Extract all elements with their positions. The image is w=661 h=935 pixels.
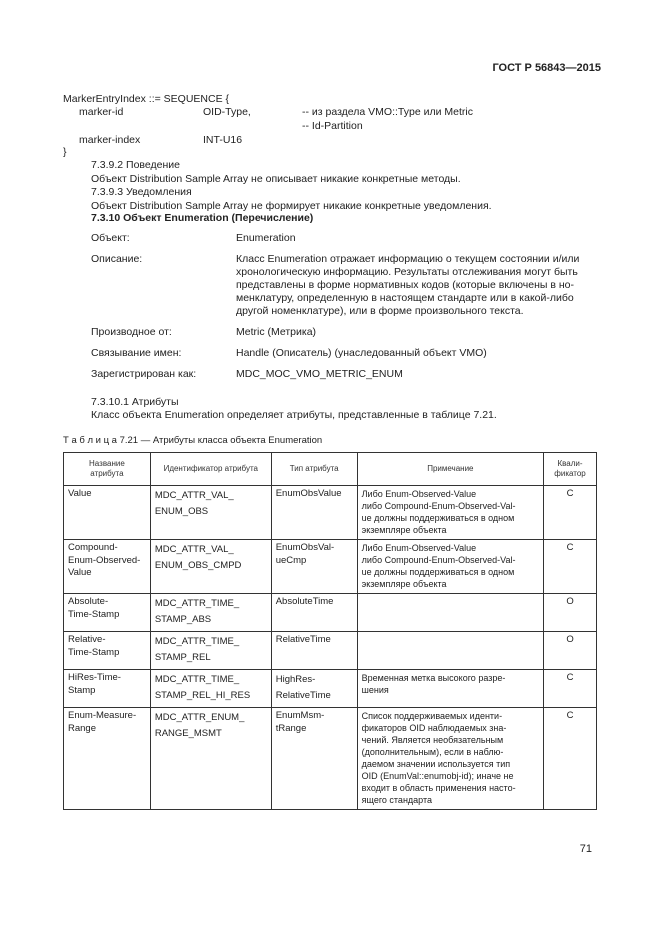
cell-attr-id: MDC_ATTR_TIME_ STAMP_ABS (150, 594, 271, 632)
code-close-brace: } (63, 146, 67, 158)
section-heading: 7.3.9.2 Поведение (91, 159, 180, 171)
cell-attr-type: RelativeTime (271, 632, 357, 670)
def-value-registered: MDC_MOC_VMO_METRIC_ENUM (236, 368, 403, 380)
document-id: ГОСТ Р 56843—2015 (492, 62, 601, 74)
cell-attr-name: Relative- Time-Stamp (64, 632, 151, 670)
cell-qualifier: C (544, 670, 597, 708)
header-attr-name: Название атрибута (64, 453, 151, 486)
cell-attr-name: Value (64, 486, 151, 540)
def-desc-line: Класс Enumeration отражает информацию о текущем состоянии и/или (236, 253, 580, 265)
table-row (64, 540, 597, 594)
table-row (64, 670, 597, 708)
def-desc-line: представлены в форме нормативных кодов (которые включены в но- (236, 279, 575, 291)
cell-attr-name: Absolute- Time-Stamp (64, 594, 151, 632)
def-label-object: Объект: (91, 232, 130, 244)
header-attr-id: Идентификатор атрибута (150, 453, 271, 486)
paragraph: Объект Distribution Sample Array не описывает никакие конкретные методы. (91, 173, 461, 185)
def-value-naming: Handle (Описатель) (унаследованный объект VMO) (236, 347, 487, 359)
def-label-naming: Связывание имен: (91, 347, 182, 359)
code-field-name: marker-index (79, 134, 141, 146)
page-number: 71 (579, 843, 592, 855)
def-value-derived: Metric (Метрика) (236, 326, 317, 338)
section-heading-attributes: 7.3.10.1 Атрибуты (91, 396, 179, 408)
cell-note (357, 594, 543, 632)
cell-note: Либо Enum-Observed-Value либо Compound-Enum-Observed-Val- ue должны поддерживаться в одном экземпляре объекта (357, 540, 543, 594)
cell-attr-name: HiRes-Time- Stamp (64, 670, 151, 708)
def-label-derived: Производное от: (91, 326, 172, 338)
def-desc-line: хронологическую информацию. Результаты отслеживания могут быть (236, 266, 578, 278)
paragraph: Объект Distribution Sample Array не формирует никакие конкретные уведомления. (91, 200, 492, 212)
def-desc-line: менклатуру, определенную в настоящем стандарте или в какой-либо (236, 292, 574, 304)
cell-note: Либо Enum-Observed-Value либо Compound-Enum-Observed-Val- ue должны поддерживаться в одном экземпляре объекта (357, 486, 543, 540)
table-row (64, 594, 597, 632)
table-caption-prefix: Т а б л и ц а (63, 435, 117, 446)
cell-attr-type: HighRes- RelativeTime (271, 670, 357, 708)
cell-note: Временная метка высокого разре- шения (357, 670, 543, 708)
cell-attr-type: EnumObsValue (271, 486, 357, 540)
cell-qualifier: C (544, 486, 597, 540)
table-header-row (64, 453, 597, 486)
cell-attr-id: MDC_ATTR_VAL_ ENUM_OBS_CMPD (150, 540, 271, 594)
cell-attr-name: Compound- Enum-Observed- Value (64, 540, 151, 594)
code-field-type: INT-U16 (203, 134, 243, 146)
cell-attr-type: EnumMsm- tRange (271, 708, 357, 810)
code-line-sequence: MarkerEntryIndex ::= SEQUENCE { (63, 93, 230, 105)
code-comment: -- из раздела VMO::Type или Metric (302, 106, 473, 118)
def-label-description: Описание: (91, 253, 143, 265)
cell-attr-id: MDC_ATTR_VAL_ ENUM_OBS (150, 486, 271, 540)
cell-attr-id: MDC_ATTR_TIME_ STAMP_REL (150, 632, 271, 670)
table-row (64, 486, 597, 540)
header-attr-type: Тип атрибута (271, 453, 357, 486)
cell-qualifier: O (544, 632, 597, 670)
code-field-type: OID-Type, (203, 106, 251, 118)
code-field-name: marker-id (79, 106, 124, 118)
code-comment: -- Id-Partition (302, 120, 363, 132)
cell-attr-id: MDC_ATTR_TIME_ STAMP_REL_HI_RES (150, 670, 271, 708)
table-caption-title: 7.21 — Атрибуты класса объекта Enumeration (116, 435, 323, 446)
def-value-object: Enumeration (236, 232, 296, 244)
cell-attr-id: MDC_ATTR_ENUM_ RANGE_MSMT (150, 708, 271, 810)
def-desc-line: другой номенклатуре), или в форме произвольного текста. (236, 305, 524, 317)
section-heading: 7.3.9.3 Уведомления (91, 186, 192, 198)
cell-note (357, 632, 543, 670)
def-label-registered: Зарегистрирован как: (91, 368, 197, 380)
header-qualifier: Квали- фикатор (544, 453, 597, 486)
cell-qualifier: C (544, 708, 597, 810)
cell-attr-type: AbsoluteTime (271, 594, 357, 632)
cell-note: Список поддерживаемых иденти- фикаторов OID наблюдаемых зна- чений. Является необязательным (дополнительным), если в наблю- даемом значении используется тип OID (EnumVal::enumobj-id); иначе не входит в область применения насто- ящего стандарта (357, 708, 543, 810)
table-row (64, 708, 597, 810)
section-heading-enumeration: 7.3.10 Объект Enumeration (Перечисление) (91, 212, 314, 224)
paragraph: Класс объекта Enumeration определяет атрибуты, представленные в таблице 7.21. (91, 409, 497, 421)
table-caption (63, 435, 322, 446)
cell-attr-type: EnumObsVal- ueCmp (271, 540, 357, 594)
attributes-table (63, 452, 597, 810)
cell-qualifier: C (544, 540, 597, 594)
cell-attr-name: Enum-Measure- Range (64, 708, 151, 810)
cell-qualifier: O (544, 594, 597, 632)
table-row (64, 632, 597, 670)
header-note: Примечание (357, 453, 543, 486)
